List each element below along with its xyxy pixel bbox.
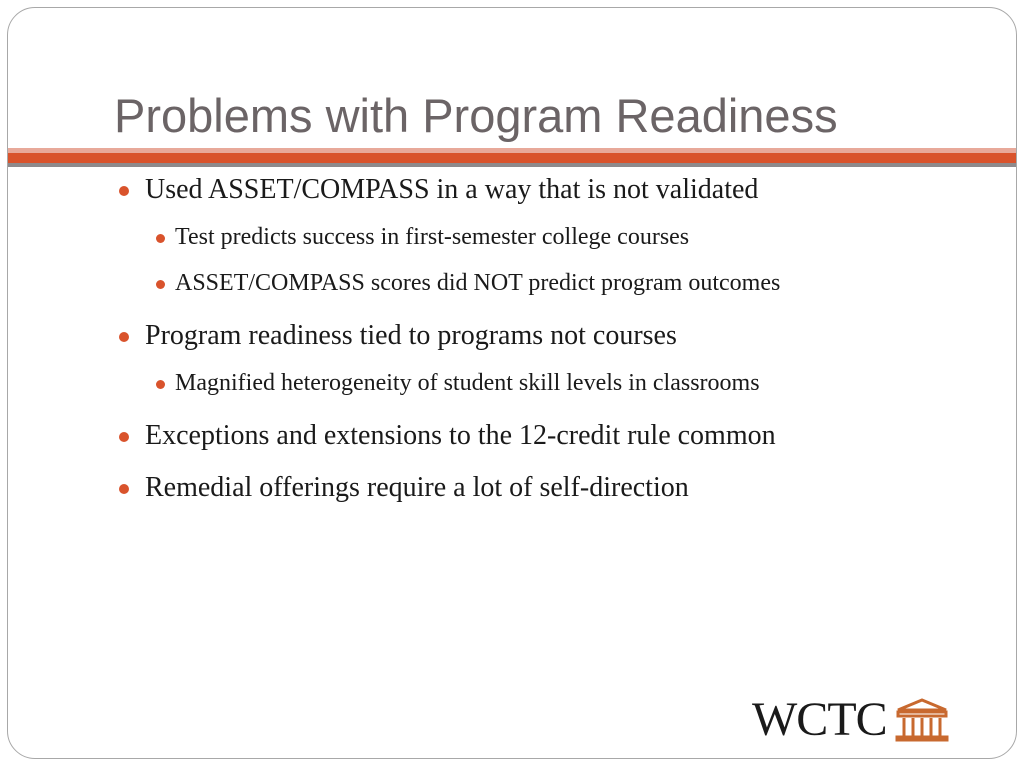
bullet-text: Test predicts success in first-semester college courses bbox=[175, 224, 690, 250]
slide bbox=[7, 7, 1017, 759]
bullet-item bbox=[145, 472, 689, 504]
bullet-dot-icon bbox=[156, 380, 165, 389]
bullet-text: Exceptions and extensions to the 12-credit rule common bbox=[145, 420, 776, 451]
bullet-text: ASSET/COMPASS scores did NOT predict program outcomes bbox=[175, 270, 781, 296]
bullet-item bbox=[145, 320, 677, 352]
bullet-item bbox=[145, 174, 758, 206]
building-columns-icon bbox=[895, 698, 949, 742]
bullet-dot-icon bbox=[119, 186, 129, 196]
bullet-text: Program readiness tied to programs not courses bbox=[145, 320, 677, 351]
bullet-dot-icon bbox=[119, 332, 129, 342]
bullet-dot-icon bbox=[119, 484, 129, 494]
sub-bullet-item bbox=[175, 224, 689, 251]
wctc-logo bbox=[752, 693, 949, 746]
bullet-dot-icon bbox=[119, 432, 129, 442]
logo-text: WCTC bbox=[752, 693, 887, 746]
title-rule-accent bbox=[8, 153, 1017, 163]
bullet-dot-icon bbox=[156, 280, 165, 289]
slide-title: Problems with Program Readiness bbox=[114, 89, 838, 142]
bullet-text: Remedial offerings require a lot of self-direction bbox=[145, 472, 689, 503]
bullet-text: Used ASSET/COMPASS in a way that is not validated bbox=[145, 174, 759, 205]
bullet-text: Magnified heterogeneity of student skill levels in classrooms bbox=[175, 370, 760, 396]
bullet-item bbox=[145, 420, 776, 452]
bullet-dot-icon bbox=[156, 234, 165, 243]
title-rule-gray bbox=[8, 163, 1017, 167]
sub-bullet-item bbox=[175, 370, 760, 397]
sub-bullet-item bbox=[175, 270, 780, 297]
